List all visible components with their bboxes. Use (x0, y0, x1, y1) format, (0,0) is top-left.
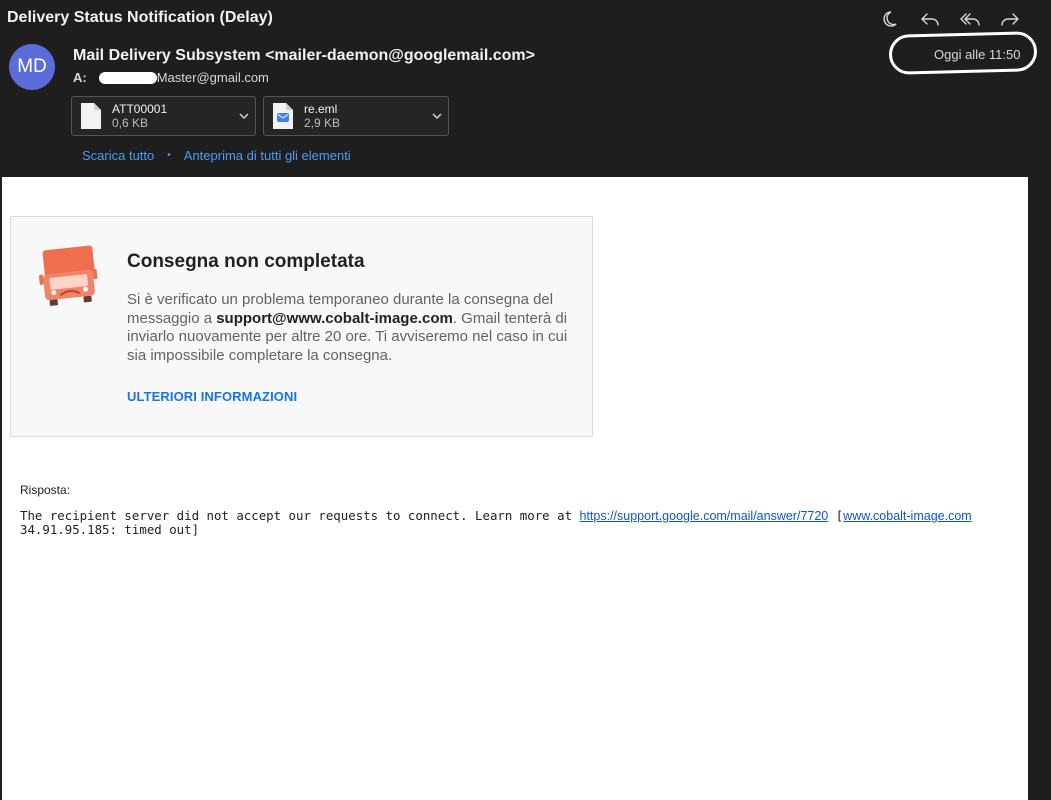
delivery-failure-card (10, 216, 593, 437)
redaction-mark (99, 72, 157, 84)
separator-dot: • (167, 150, 171, 161)
forward-icon (1000, 10, 1020, 28)
sender-name[interactable]: Mail Delivery Subsystem <mailer-daemon@googlemail.com> (73, 47, 535, 64)
support-link[interactable]: https://support.google.com/mail/answer/7720 (579, 509, 829, 523)
attachment-name: re.eml (304, 102, 338, 116)
sender-avatar: MD (9, 44, 55, 90)
response-text: The recipient server did not accept our requests to connect. Learn more at (20, 508, 580, 523)
message-subject: Delivery Status Notification (Delay) (7, 9, 273, 26)
do-not-disturb-button[interactable] (877, 8, 903, 30)
reply-all-icon (960, 10, 980, 28)
message-header (0, 0, 1051, 177)
card-title: Consegna non completata (127, 251, 365, 272)
server-response (20, 509, 972, 537)
download-all-link[interactable]: Scarica tutto (82, 148, 155, 163)
moon-icon (880, 10, 900, 28)
preview-all-link[interactable]: Anteprima di tutti gli elementi (183, 148, 351, 163)
window-edge (1028, 177, 1051, 800)
message-timestamp: Oggi alle 11:50 (934, 47, 1021, 62)
message-body (2, 177, 1028, 800)
reply-icon (920, 10, 940, 28)
chevron-down-icon[interactable] (239, 111, 249, 121)
reply-all-button[interactable] (957, 8, 983, 30)
card-text-part: . Gmail tenterà di inviarlo nuovamente per altre 20 ore. Ti avviseremo nel caso in cui sia impossibile completare la consegna. (127, 309, 568, 364)
reply-label: Risposta: (20, 483, 71, 497)
forward-button[interactable] (997, 8, 1023, 30)
recipient-address: support@www.cobalt-image.com (216, 309, 453, 327)
attachment-att00001[interactable] (71, 96, 256, 136)
domain-link[interactable]: www.cobalt-image.com (843, 509, 972, 523)
card-description (127, 291, 577, 365)
attachment-re-eml[interactable] (263, 96, 449, 136)
file-icon (80, 102, 102, 130)
delivery-truck-icon (35, 242, 101, 308)
eml-file-icon (272, 102, 294, 130)
to-label: A: (73, 70, 87, 85)
more-info-link[interactable]: ULTERIORI INFORMAZIONI (127, 389, 298, 404)
card-text-part: Si è verificato un problema temporaneo durante la consegna del messaggio a (127, 291, 554, 327)
recipient-row (73, 70, 269, 85)
reply-button[interactable] (917, 8, 943, 30)
response-text-2: 34.91.95.185: timed out] (20, 522, 200, 537)
attachment-size: 0,6 KB (112, 116, 149, 130)
chevron-down-icon[interactable] (432, 111, 442, 121)
to-address[interactable]: Master@gmail.com (156, 70, 269, 85)
attachment-name: ATT00001 (112, 102, 168, 116)
bracket-open: [ (828, 508, 844, 523)
attachment-actions (82, 148, 351, 163)
attachment-size: 2,9 KB (304, 116, 341, 130)
message-toolbar (877, 8, 1023, 30)
